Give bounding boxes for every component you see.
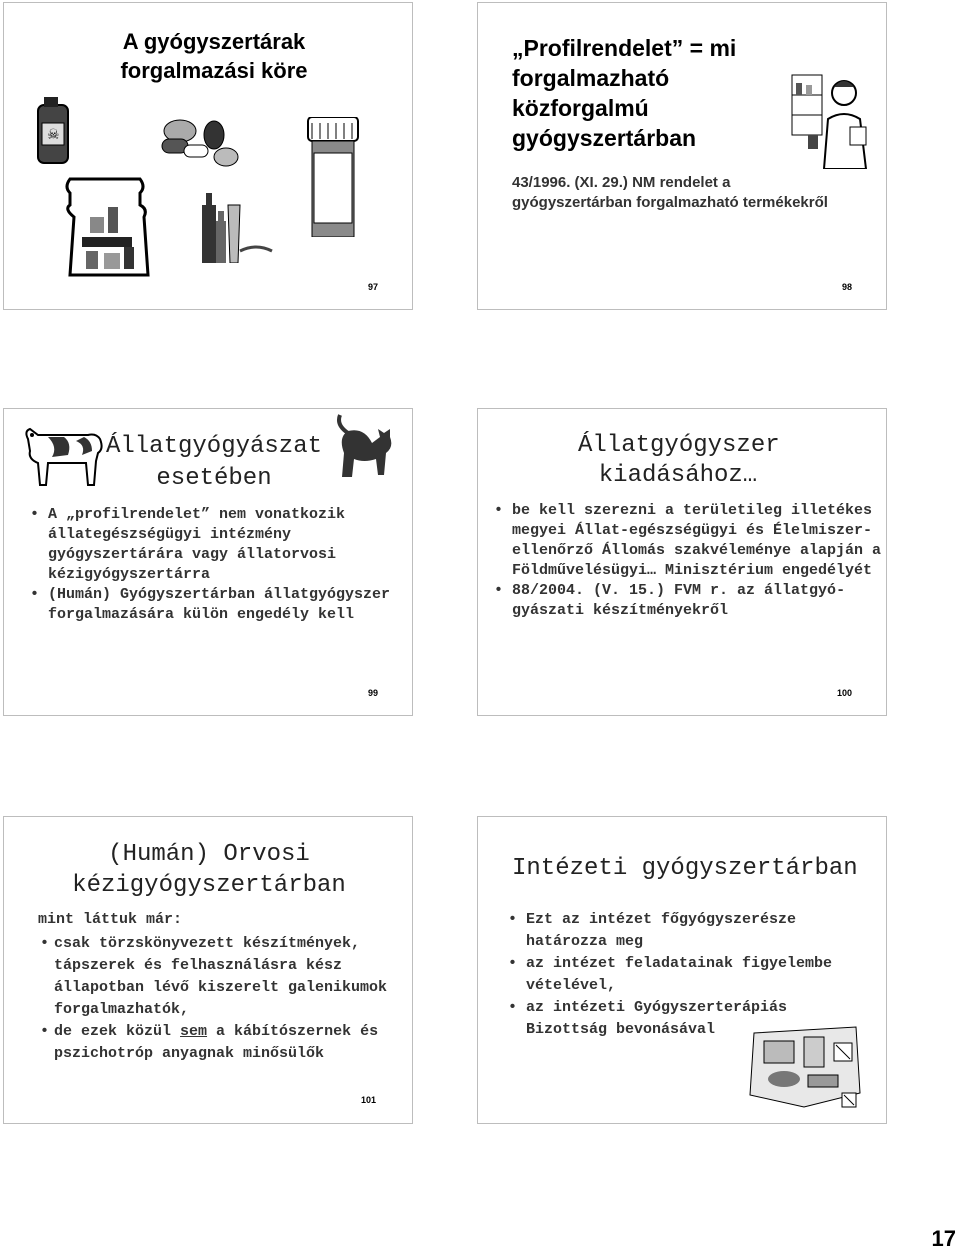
bullet-list [38, 933, 408, 1065]
slide-102 [477, 816, 887, 1124]
list-item: • az intézeti Gyógyszerterápiás Bizottság bevonásával [506, 997, 846, 1041]
list-item: • (Humán) Gyógyszertárban állatgyógyszer forgalmazására külön engedély kell [28, 585, 398, 625]
pills-icon [154, 113, 244, 173]
cat-icon [334, 413, 396, 479]
slide-number: 101 [360, 1095, 376, 1105]
bullet-list [506, 909, 846, 1041]
svg-text:☠: ☠ [47, 127, 60, 143]
clinic-scene-icon [744, 1023, 864, 1111]
pill-bottle-icon [304, 117, 364, 237]
bottles-icon [196, 191, 276, 263]
bullet-text: de ezek közül [54, 1023, 181, 1040]
slide-97 [3, 2, 413, 310]
slide-body: 43/1996. (XI. 29.) NM rendelet a gyógyszertárban forgalmazható termékekről [512, 174, 828, 211]
slide-98 [477, 2, 887, 310]
list-item: • 88/2004. (V. 15.) FVM r. az állatgyógyászati készítményekről [492, 581, 882, 621]
slide-title: Állatgyógyszer kiadásához… [578, 432, 780, 489]
slide-title: A gyógyszertárak forgalmazási köre [120, 29, 308, 83]
pharmacist-icon [790, 69, 876, 169]
list-item: • be kell szerezni a területileg illetékes megyei Állat-egészségügyi és Élelmiszer-ellenőrző Állomás szakvéleménye alapján a Földművelésügyi… Minisztérium engedélyét [492, 501, 882, 581]
list-item: • A „profilrendelet” nem vonatkozik állategészségügyi intézmény gyógyszertárára vagy állatorvosi kézigyógyszertárra [28, 505, 398, 585]
list-item: • csak törzskönyvezett készítmények, tápszerek és felhasználásra kész állapotban lévő kiszerelt galenikumok forgalmazhatók, [38, 933, 408, 1021]
list-item: • az intézet feladatainak figyelembe vételével, [506, 953, 846, 997]
slide-body [38, 909, 408, 1065]
slide-title: „Profilrendelet” = mi forgalmazható közforgalmú gyógyszertárban [512, 35, 737, 151]
lead-text: mint láttuk már: [38, 911, 183, 928]
slide-title: (Humán) Orvosi kézigyógyszertárban [72, 841, 346, 899]
bullet-list [28, 505, 398, 625]
slide-101 [3, 816, 413, 1124]
slide-number: 100 [836, 688, 852, 698]
underlined-word: sem [180, 1023, 208, 1040]
cow-icon [18, 421, 106, 487]
bullet-list [492, 501, 882, 621]
slide-number: 99 [367, 688, 378, 698]
slide-99 [3, 408, 413, 716]
slide-number: 98 [841, 282, 852, 292]
slide-number: 97 [367, 282, 378, 292]
bullet-text: a kábítószernek és pszichotróp anyagnak minősülők [54, 1023, 379, 1062]
page-number: 17 [931, 1226, 956, 1251]
pharmacy-still-life-icon [30, 97, 160, 283]
slide-title: Állatgyógyászat esetében [105, 433, 323, 492]
slide-title: Intézeti gyógyszertárban [512, 855, 858, 882]
list-item [38, 1021, 408, 1065]
list-item: • Ezt az intézet főgyógyszerésze határozza meg [506, 909, 846, 953]
slide-100 [477, 408, 887, 716]
